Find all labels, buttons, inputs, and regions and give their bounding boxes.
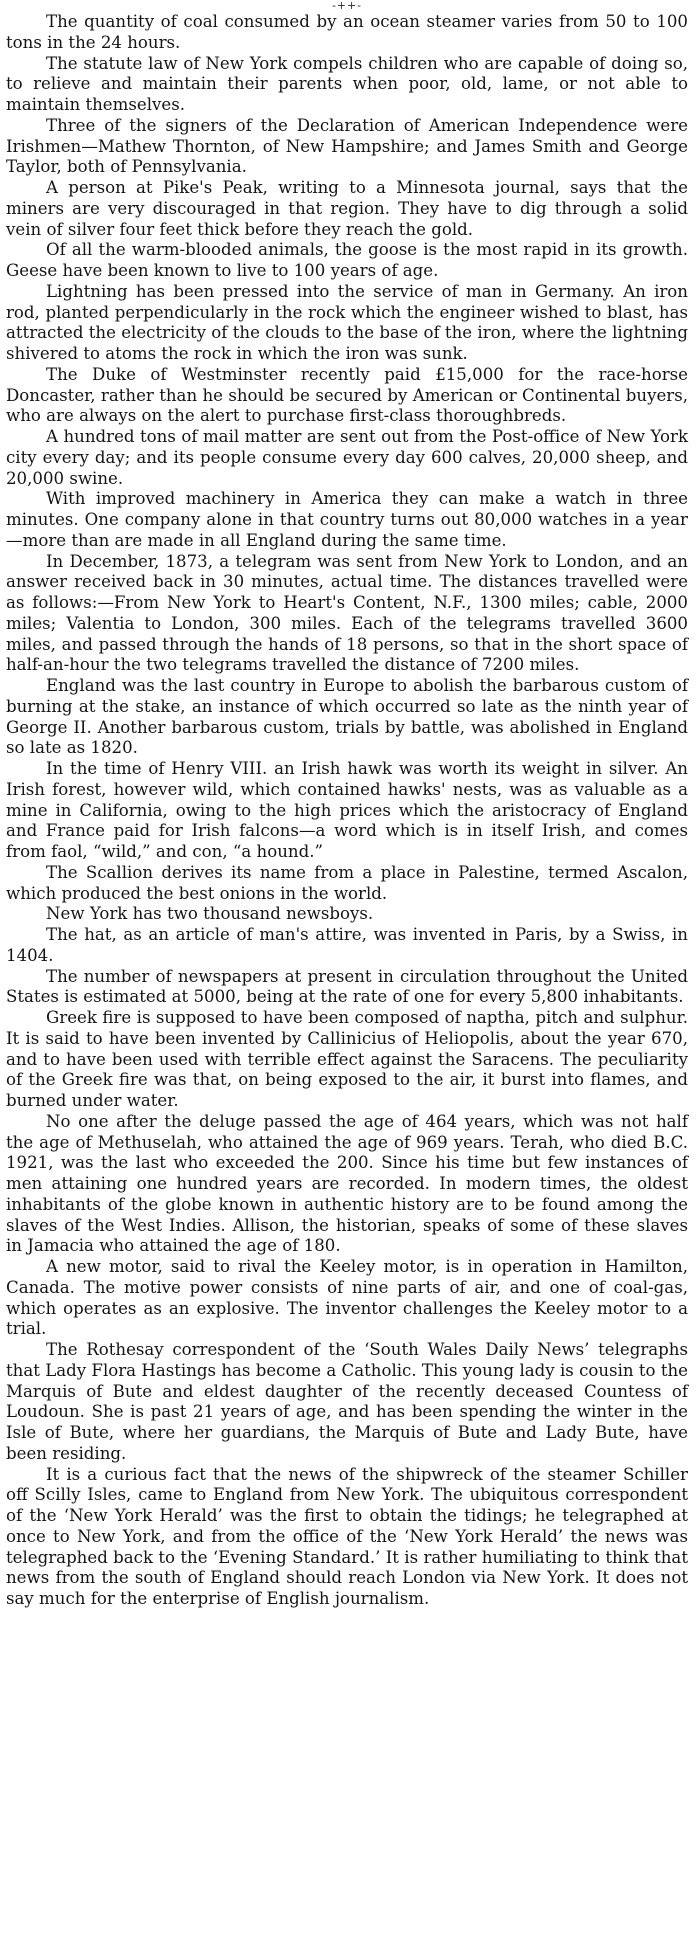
paragraph-irish-hawk: In the time of Henry VIII. an Irish hawk was worth its weight in silver. An Irish forest, however wild, which contained hawks' nests, was as valuable as a mine in California, owing to the high prices which the aristocracy of England and France paid for Irish falcons—a word which is in itself Irish, and comes from faol, “wild,” and con, “a hound.” xyxy=(6,759,688,861)
paragraph-deluge: No one after the deluge passed the age of 464 years, which was not half the age of Methuselah, who attained the age of 969 years. Terah, who died B.C. 1921, was the last who exceeded the 200. Since his time but few instances of men attaining one hundred years are recorded. In modern times, the oldest inhabitants of the globe known in authentic history are to be found among the slaves of the West Indies. Allison, the historian, speaks of some of these slaves in Jamacia who attained the age of 180. xyxy=(6,1111,688,1256)
paragraph-telegram: In December, 1873, a telegram was sent from New York to London, and an answer received back in 30 minutes, actual time. The distances travelled were as follows:—From New York to Heart's Content, N.F., 1300 miles; cable, 2000 miles; Valentia to London, 300 miles. Each of the telegrams travelled 3600 miles, and passed through the hands of 18 persons, so that in the short space of half-an-hour the two telegrams travelled the distance of 7200 miles. xyxy=(6,551,688,675)
paragraph-goose: Of all the warm-blooded animals, the goose is the most rapid in its growth. Geese have been known to live to 100 years of age. xyxy=(6,240,688,280)
paragraph-mail-matter: A hundred tons of mail matter are sent out from the Post-office of New York city every day; and its people consume every day 600 calves, 20,000 sheep, and 20,000 swine. xyxy=(6,427,688,488)
paragraph-declaration-signers: Three of the signers of the Declaration of American Independence were Irishmen—Mathew Thornton, of New Hampshire; and James Smith and George Taylor, both of Pennsylvania. xyxy=(6,115,688,177)
paragraph-hat: The hat, as an article of man's attire, was invented in Paris, by a Swiss, in 1404. xyxy=(6,925,688,965)
paragraph-duke-westminster: The Duke of Westminster recently paid £15,000 for the race-horse Doncaster, rather than he should be secured by American or Continental buyers, who are always on the alert to purchase first-class thoroughbreds. xyxy=(6,364,688,426)
paragraph-newsboys: New York has two thousand newsboys. xyxy=(46,904,374,924)
paragraph-greek-fire: Greek fire is supposed to have been composed of naptha, pitch and sulphur. It is said to have been invented by Callinicius of Heliopolis, about the year 670, and to have been used with terrible effect against the Saracens. The peculiarity of the Greek fire was that, on being exposed to the air, it burst into flames, and burned under water. xyxy=(6,1008,688,1110)
paragraph-schiller-shipwreck: It is a curious fact that the news of the shipwreck of the steamer Schiller off Scilly Isles, came to England from New York. The ubiquitous correspondent of the ‘New York Herald’ was the first to obtain the tidings; he telegraphed at once to New York, and from the office of the ‘New York Herald’ the news was telegraphed back to the ‘Evening Standard.’ It is rather humiliating to think that news from the south of England should reach London via New York. It does not say much for the enterprise of English journalism. xyxy=(6,1464,688,1608)
paragraph-newspapers: The number of newspapers at present in circulation throughout the United States is estimated at 5000, being at the rate of one for every 5,800 inhabitants. xyxy=(6,966,688,1007)
paragraph-new-york-law: The statute law of New York compels children who are capable of doing so, to relieve and maintain their parents when poor, old, lame, or not able to maintain themselves. xyxy=(6,53,688,114)
paragraph-watch-machinery: With improved machinery in America they can make a watch in three minutes. One company alone in that country turns out 80,000 watches in a year—more than are made in all England during the same time. xyxy=(6,489,688,550)
paragraph-coal-steamer: The quantity of coal consumed by an ocean steamer varies from 50 to 100 tons in the 24 hours. xyxy=(6,12,688,52)
paragraph-scallion: The Scallion derives its name from a place in Palestine, termed Ascalon, which produced the best onions in the world. xyxy=(6,862,688,903)
paragraph-rothesay: The Rothesay correspondent of the ‘South Wales Daily News’ telegraphs that Lady Flora Hastings has become a Catholic. This young lady is cousin to the Marquis of Bute and eldest daughter of the recently deceased Countess of Loudoun. She is past 21 years of age, and has been spending the winter in the Isle of Bute, where her guardians, the Marquis of Bute and Lady Bute, have been residing. xyxy=(6,1340,688,1463)
paragraph-pikes-peak: A person at Pike's Peak, writing to a Minnesota journal, says that the miners are very discouraged in that region. They have to dig through a solid vein of silver four feet thick before they reach the gold. xyxy=(6,178,688,239)
paragraph-burning-stake: England was the last country in Europe to abolish the barbarous custom of burning at the stake, an instance of which occurred so late as the ninth year of George II. Another barbarous custom, trials by battle, was abolished in England so late as 1820. xyxy=(6,676,688,758)
paragraph-lightning: Lightning has been pressed into the service of man in Germany. An iron rod, planted perpendicularly in the rock which the engineer wished to blast, has attracted the electricity of the clouds to the base of the iron, where the lightning shivered to atoms the rock in which the iron was sunk. xyxy=(6,281,688,363)
paragraph-new-motor: A new motor, said to rival the Keeley motor, is in operation in Hamilton, Canada. The motive power consists of nine parts of air, and one of coal-gas, which operates as an explosive. The inventor challenges the Keeley motor to a trial. xyxy=(6,1257,688,1339)
column-ornament: -++- xyxy=(332,0,362,12)
